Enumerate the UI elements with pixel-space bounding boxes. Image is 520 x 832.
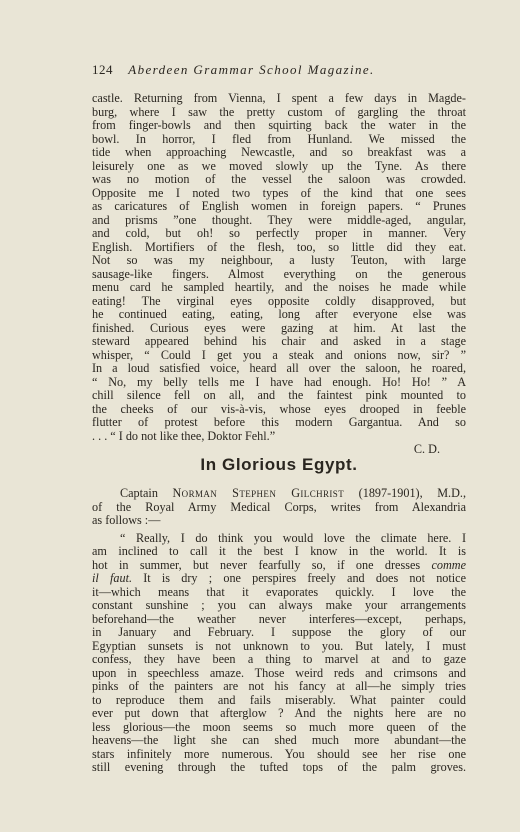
text-line: burg, where I saw the pretty custom of gargling the throat	[92, 104, 466, 119]
intro-line	[92, 487, 466, 501]
text-line: and cold, but oh! so perfectly proper in manner. Very	[92, 226, 466, 240]
text-line: In a loud satisfied voice, heard all over the saloon, he roared,	[92, 361, 466, 375]
quote-line: ever put down that afterglow ? And the nights here are no	[92, 706, 466, 720]
text-line: sausage-like fingers. Almost everything on the generous	[92, 266, 466, 281]
text-line: flutter of protest before this modern Gargantua. And so	[92, 415, 466, 429]
text-line: bowl. In horror, I fled from Hunland. We missed the	[92, 131, 466, 146]
quote-text: hot in summer, but never fearfully so, if one dresses	[92, 557, 432, 572]
quote-line: still evening through the tufted tops of the palm groves.	[92, 760, 466, 774]
text-line: Opposite me I noted two types of the kind that one sees	[92, 185, 466, 200]
quote-line: heavens—the light she can shed much more abundant—the	[92, 733, 466, 747]
intro-prefix: Captain	[120, 486, 173, 500]
quote-line	[92, 572, 466, 586]
quote-line: stars infinitely more numerous. You should see her rise one	[92, 746, 466, 761]
text-line: and prisms ”one thought. They were middle-aged, angular,	[92, 212, 466, 227]
article-egypt-body	[92, 487, 466, 775]
text-line: whisper, “ Could I get you a steak and onions now, sir? ”	[92, 347, 466, 362]
text-line: steward appeared behind his chair and asked in a stage	[92, 334, 466, 348]
quote-italic: comme	[431, 557, 466, 572]
quote-line: it—which means that it evaporates quickly. I love the	[92, 584, 466, 599]
text-line: menu card he sampled heartily, and the noises he made while	[92, 280, 466, 294]
running-title: Aberdeen Grammar School Magazine.	[128, 62, 375, 77]
text-line: was no motion of the vessel the saloon was crowded.	[92, 172, 466, 186]
article-title: In Glorious Egypt.	[200, 455, 358, 474]
page-header	[92, 62, 472, 78]
page-number: 124	[92, 62, 113, 77]
quote-line: upon in speechless amaze. Those weird reds and crimsons and	[92, 665, 466, 680]
text-line: castle. Returning from Vienna, I spent a few days in Magde-	[92, 91, 466, 105]
quote-line: to reproduce them and fails miserably. What painter could	[92, 692, 466, 707]
quote-line: am inclined to call it the best I know in the world. It is	[92, 544, 466, 558]
text-line: the cheeks of our vis-à-vis, whose eyes drooped in feeble	[92, 401, 466, 416]
quote-line: less glorious—the moon seems so much more queen of the	[92, 719, 466, 734]
text-line: “ No, my belly tells me I have had enough. Ho! Ho! ” A	[92, 374, 466, 389]
quote-line: “ Really, I do think you would love the climate here. I	[120, 530, 466, 545]
text-line: eating! The virginal eyes opposite coldly disapproved, but	[92, 293, 466, 308]
quote-line: beforehand—the weather never interferes—except, perhaps,	[92, 611, 466, 626]
quote-line: constant sunshine ; you can always make your arrangements	[92, 598, 466, 612]
text-line: Not so was my neighbour, a lusty Teuton, with large	[92, 253, 466, 267]
intro-line: of the Royal Army Medical Corps, writes from Alexandria	[92, 499, 466, 514]
text-line: finished. Curious eyes were gazing at him. At last the	[92, 320, 466, 335]
text-line: English. Mortifiers of the flesh, too, so little did they eat.	[92, 239, 466, 254]
intro-rest: (1897-1901), M.D.,	[344, 486, 466, 500]
text-line: tide when approaching Newcastle, and so breakfast was a	[92, 145, 466, 159]
signature: C. D.	[413, 442, 440, 456]
quote-italic: il faut.	[92, 571, 133, 585]
text-line: . . . “ I do not like thee, Doktor Fehl.”	[92, 428, 276, 443]
quote-line: Egyptian sunsets is not unknown to you. But lately, I must	[92, 638, 466, 653]
quote-line: in January and February. I suppose the glory of our	[92, 625, 466, 639]
quote-line: confess, they have been a thing to marvel at and to gaze	[92, 652, 466, 666]
text-line: from finger-bowls and then squirting back the water in the	[92, 118, 466, 132]
quote-line	[92, 559, 466, 573]
text-line: he continued eating, eating, long after everyone else was	[92, 307, 466, 321]
quote-line: pinks of the painters are not his fancy at all—he simply tries	[92, 679, 466, 693]
article-castle-body	[92, 92, 466, 457]
quote-text: It is dry ; one perspires freely and does not notice	[132, 571, 466, 585]
text-line: leisurely one as we moved slowly up the Tyne. As there	[92, 158, 466, 173]
text-line: as caricatures of English women in foreign papers. “ Prunes	[92, 199, 466, 213]
text-line: chill silence fell on all, and the faintest pink mounted to	[92, 388, 466, 402]
intro-line: as follows :—	[92, 513, 161, 527]
author-name: Norman Stephen Gilchrist	[172, 486, 345, 500]
